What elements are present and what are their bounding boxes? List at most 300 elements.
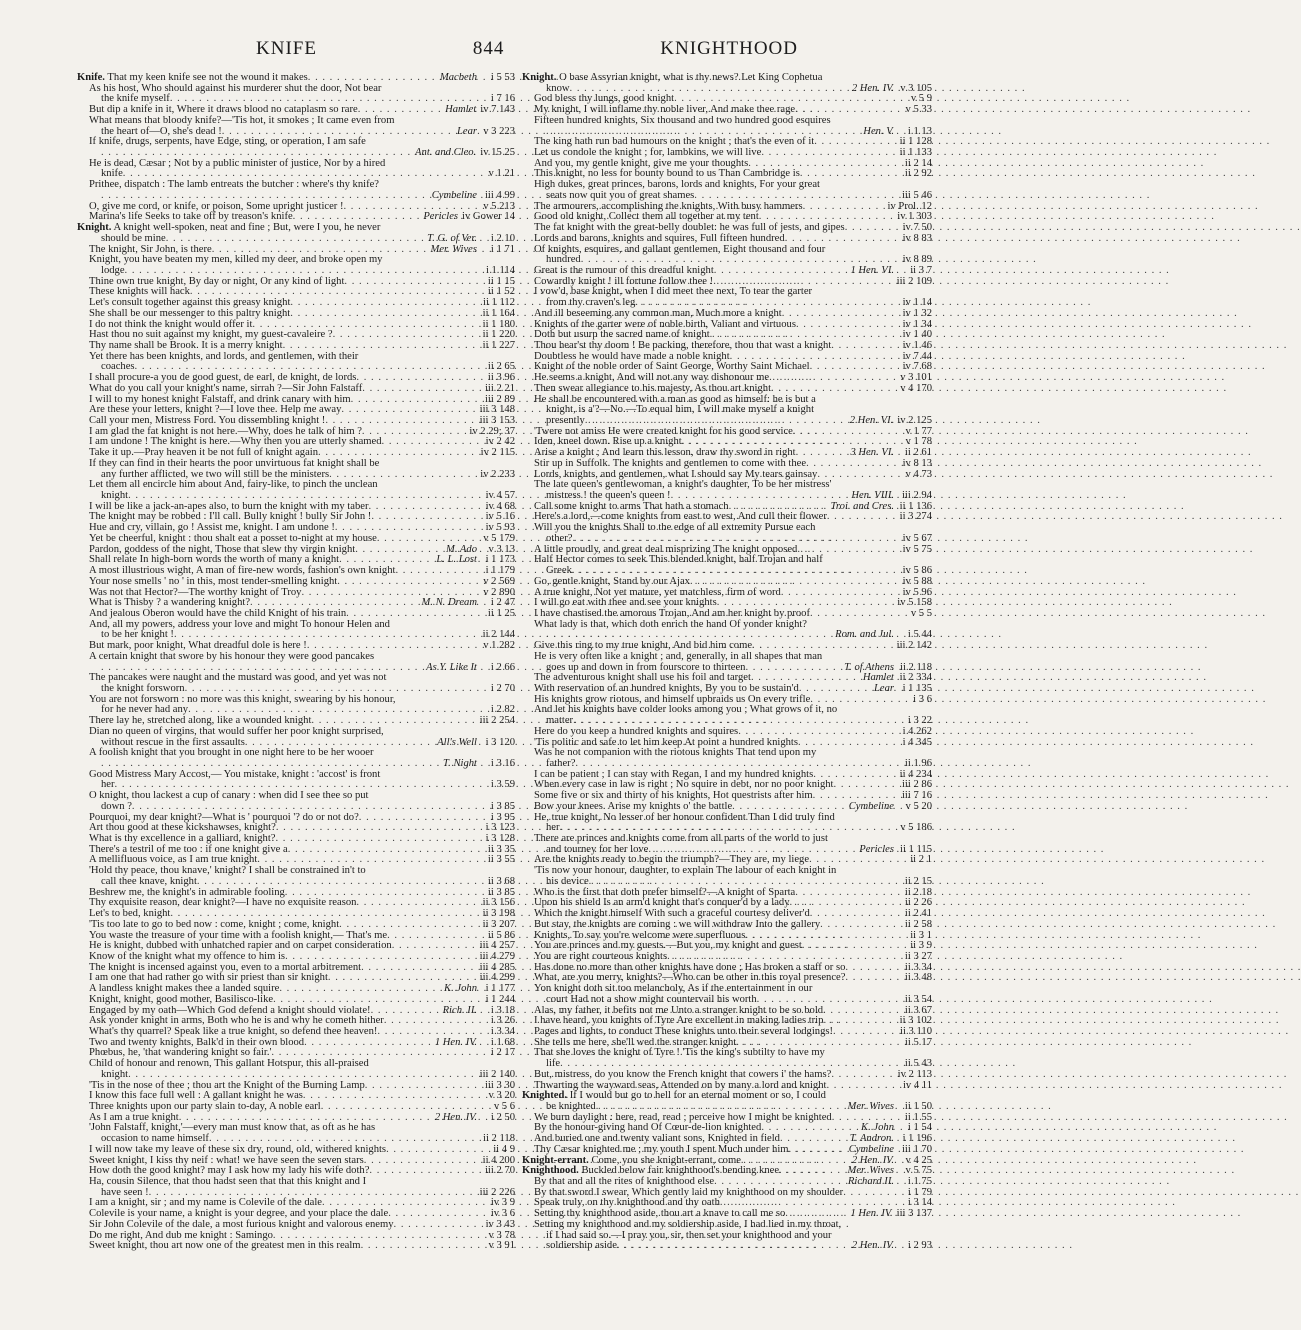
dot-leader [810,609,894,620]
act-scene-line: iv 7 143 [480,104,515,116]
concordance-entry [77,384,515,395]
quotation-text: down ? [101,800,132,812]
act-scene-line: ii 3 67 [904,1004,932,1016]
dot-leader [337,577,477,588]
act-scene-line: iv 8 13 [902,457,932,469]
quotation-text: Call some knight to arms That hath a stomach [534,500,729,512]
quotation-text: soldiership aside [546,1240,617,1252]
quotation-text: occasion to name himself [101,1133,209,1145]
act-scene-line: i 1 68 [490,1036,515,1048]
quotation-text: Great is the rumour of this dreadful knight [534,264,714,276]
act-scene-line: i 3 128 [485,833,515,845]
quotation-text: If they can find in their hearts the poor unvirtuous fat knight shall be [89,457,380,469]
act-scene-line: iii 4 285 [479,961,515,973]
quotation-text: Knighthood. Buckled below fair knighthood's bending knee [522,1165,780,1177]
act-scene-line: i 2 17 [490,1047,515,1059]
act-scene-line: ii 3 9 [910,940,932,952]
act-scene-line: ii 2 15 [904,875,932,887]
act-scene-line: ii 3 110 [900,1025,932,1037]
quotation-text: A foolish knight that you brought in one night here to be her wooer [89,747,374,759]
act-scene-line: ii 1 96 [904,758,932,769]
play-title: 3 Hen. VI. [850,447,894,459]
quotation-text: As his host, Who should against his murderer shut the door, Not bear [89,82,382,94]
quotation-text: What means that bloody knife?—'Tis hot, it smokes ; It came even from [89,114,395,126]
act-scene-line: ii 4 9 [493,1143,515,1155]
headword: Knife. [77,72,105,83]
quotation-text: knife [101,168,123,180]
quotation-text: Setting thy knighthood aside, thou art a knave to call me so [534,1208,786,1220]
act-scene-line: v 5 213 [483,200,515,212]
act-scene-line: iii 3 148 [479,404,515,416]
play-title: Pericles [423,211,459,223]
act-scene-line: iv Gower 14 [462,211,515,223]
act-scene-line: iv 8 89 [902,254,932,266]
act-scene-line: iii 1 70 [901,1143,932,1155]
quotation-text: knight [101,1068,129,1080]
header-right-keyword: KNIGHTHOOD [660,38,798,59]
quotation-text: Was he not companion with the riotous knights That tend upon my [534,747,817,759]
act-scene-line: ii 2 41 [904,908,932,920]
quotation-text: any further afflicted, we two will still be the ministers [101,468,330,480]
act-scene-line: i 2 66 [490,661,515,673]
act-scene-line: iii 2 70 [484,1165,515,1177]
act-scene-line: iii 4 257 [479,940,515,952]
play-title: Lear [456,125,477,137]
dot-leader [785,234,894,245]
quotation-text: without rescue in the first assaults [101,736,245,748]
quotation-text: Thy Cæsar knighted me ; my youth I spent Much under him [534,1143,789,1155]
act-scene-line: iv 2 42 [485,436,515,448]
quotation-text: Pourquoi, my dear knight?—What is ' pourquoi '? do or not do? [89,811,359,823]
headword: Knighthood. [522,1165,579,1177]
act-scene-line: ii 1 15 [487,275,515,287]
quotation-text: knight, is a'?—No.—To equal him, I will make myself a knight [546,404,815,416]
quotation-text: coaches [101,361,135,373]
act-scene-line: i 7 16 [490,93,515,105]
act-scene-line: i 1 196 [902,1133,932,1145]
quotation-text: As I am a true knight [89,1111,179,1123]
act-scene-line: ii 2 144 [482,629,515,641]
quotation-text: He is very often like a knight ; and, generally, in all shapes that man [534,650,823,662]
act-scene-line: v 5 6 [493,1101,515,1112]
quotation-text: Knight, you have beaten my men, killed my deer, and broke open my [89,254,383,266]
act-scene-line: i 2 50 [490,1111,515,1123]
quotation-text: That she loves the knight of Tyre ! 'Tis the king's subtilty to have my [534,1047,825,1059]
quotation-text: There are princes and knights come from all parts of the world to just [534,833,828,845]
act-scene-line: v 5 33 [905,104,932,116]
quotation-text: I am a knight, sir ; and my name is Colevile of the dale [89,1197,323,1209]
act-scene-line: ii 1 25 [487,607,515,619]
concordance-entry [522,1070,932,1081]
quotation-text: Phœbus, he, 'that wandering knight so fair.' [89,1047,272,1059]
act-scene-line: v 1 282 [483,640,515,652]
act-scene-line: iii 2 254 [479,715,515,727]
act-scene-line: i 4 345 [902,736,932,748]
quotation-text: And jealous Oberon would have the child Knight of his train [89,607,347,619]
act-scene-line: iii 2 142 [896,640,932,652]
quotation-text: the knight forsworn [101,682,185,694]
act-scene-line: ii 2 14 [904,157,932,169]
act-scene-line: ii 1 115 [900,843,932,855]
quotation-text: his device [546,875,589,887]
quotation-text: Two and twenty knights, Balk'd in their own blood [89,1036,305,1048]
act-scene-line: iv 5 96 [902,586,932,598]
act-scene-line: iv 1 40 [902,329,932,341]
act-scene-line: iii 5 46 [901,189,932,201]
act-scene-line: i 3 95 [490,811,515,823]
concordance-entry [522,116,932,127]
quotation-text: The knight, Sir John, is there [89,243,212,255]
dot-leader [369,1166,477,1177]
act-scene-line: iv 5 75 [902,543,932,555]
dot-leader [738,727,894,738]
quotation-text: I know this face full well : A gallant knight he was [89,1090,303,1102]
play-title: 2 Hen. IV. [851,1154,894,1166]
act-scene-line: v 1 21 [488,168,515,180]
quotation-text: Know of the knight what my offence to him is [89,950,286,962]
concordance-entry [77,727,515,738]
act-scene-line: i 3 16 [490,758,515,769]
act-scene-line: v 3 13 [488,543,515,555]
quotation-text: Are these your letters, knight ?—I love thee. Help me away [89,404,342,416]
quotation-text: Ask yonder knight in arms, Both who he is and why he cometh hither [89,1015,384,1027]
play-title: Mer. Wives [847,1165,894,1177]
act-scene-line: ii 3 55 [487,854,515,866]
act-scene-line: ii 3 85 [487,886,515,898]
quotation-text: Knights, To say you're welcome were superfluous [534,929,746,941]
play-title: Richard II. [847,1176,894,1188]
quotation-text: 'Tis in the nose of thee ; thou art the Knight of the Burning Lamp [89,1079,365,1091]
quotation-text: And ill beseeming any common man, Much more a knight [534,307,782,319]
act-scene-line: iv 3 43 [485,1218,515,1230]
act-scene-line: ii 3 1 [910,929,932,941]
concordance-entry [522,309,932,320]
quotation-text: I will be like a jack-an-apes also, to burn the knight with my taber [89,500,369,512]
dot-leader [339,920,477,931]
quotation-text: Your nose smells ' no ' in this, most tender-smelling knight [89,575,338,587]
quotation-text: How doth the good knight? may I ask how my lady his wife doth? [89,1165,370,1177]
quotation-text: Upon his shield Is an arm'd knight that's conquer'd by a lady [534,897,790,909]
act-scene-line: iv 4 57 [485,490,515,502]
quotation-text: should be mine [101,232,166,244]
act-scene-line: ii 3 96 [487,372,515,384]
quotation-text: Are the knights ready to begin the triumph?—They are, my liege [534,854,810,866]
act-scene-line: i 1 13 [907,125,932,137]
act-scene-line: ii 1 128 [899,136,932,148]
page-number: 844 [472,38,505,59]
quotation-text: Thwarting the wayward seas, Attended on by many a lord and knight [534,1079,827,1091]
quotation-text: The knight is incensed against you, even to a mortal arbitrement [89,961,362,973]
act-scene-line: ii 2 26 [904,897,932,909]
act-scene-line: ii 2 118 [900,661,932,673]
act-scene-line: i 1 173 [485,554,515,566]
quotation-text: Knight, knight, good mother, Basilisco-like [89,993,274,1005]
quotation-text: O, give me cord, or knife, or poison, Some upright justicer ! [89,200,344,212]
quotation-text: Will you the knights Shall to the edge of all extremity Pursue each [534,522,816,534]
entry-continuation [77,1070,515,1081]
headword: Knight. [522,72,557,83]
entry-continuation [77,234,515,245]
act-scene-line: ii 5 43 [904,1058,932,1070]
act-scene-line: iv 5 86 [902,565,932,577]
quotation-text: Yon knight doth sit too melancholy, As if the entertainment in our [534,983,813,995]
act-scene-line: iv 8 83 [902,232,932,244]
play-title: Ant. and Cleo. [415,147,477,159]
quotation-text: A landless knight makes thee a landed squire [89,983,280,995]
quotation-text: But, mistress, do you know the French knight that cowers i' the hams? [534,1068,832,1080]
act-scene-line: i 5 53 [490,72,515,83]
quotation-text: Then swear allegiance to his majesty, As thou art knight [534,382,772,394]
right-column [522,73,932,1252]
act-scene-line: ii 2 334 [899,672,932,684]
quotation-text: hundred [546,254,581,266]
dot-leader [789,1145,846,1156]
quotation-text: A most illustrious wight, A man of fire-new words, fashion's own knight [89,565,396,577]
quotation-text: Prithee, dispatch : The lamb entreats the butcher : where's thy knife? [89,179,380,191]
quotation-text: Arise a knight ; And learn this lesson, draw thy sword in right [534,447,796,459]
act-scene-line: iii 4 279 [479,950,515,962]
play-title: Mer. Wives [430,243,477,255]
act-scene-line: ii 3 207 [482,918,515,930]
quotation-text: Some five or six and thirty of his knights, Hot questrists after him [534,790,813,802]
act-scene-line: v 2 890 [483,586,515,598]
act-scene-line: i 1 177 [485,983,515,995]
concordance-entry [522,920,932,931]
quotation-text: Thy exquisite reason, dear knight?—I have no exquisite reason [89,897,357,909]
quotation-text: seats now quit you of great shames [546,189,695,201]
act-scene-line: ii 3 274 [899,511,932,523]
play-title: Mer. Wives [847,1101,894,1112]
quotation-text: Of knights, esquires, and gallant gentlemen, Eight thousand and four [534,243,826,255]
play-title: T. Andron. [849,1133,894,1145]
concordance-entry [77,920,515,931]
quotation-text: With reservation of an hundred knights, By you to be sustain'd [534,682,799,694]
concordance-entry [522,384,932,395]
quotation-text: Good Mistress Mary Accost,— You mistake, knight : 'accost' is front [89,768,381,780]
quotation-text: I will now take my leave of these six dry, round, old, withered knights [89,1143,387,1155]
play-title: As Y. Like It [426,661,477,673]
quotation-text: Which the knight himself With such a graceful courtesy deliver'd [534,908,810,920]
quotation-text: and tourney for her love [546,843,649,855]
quotation-text: goes up and down in from fourscore to thirteen [546,661,746,673]
act-scene-line: i 3 26 [490,1015,515,1027]
act-scene-line: ii 3 156 [482,897,515,909]
play-title: 1 Hen. IV. [850,1208,893,1220]
act-scene-line: v 5 186 [900,822,932,834]
act-scene-line: v 5 5 [910,607,932,619]
act-scene-line: ii 3 7 [910,264,932,276]
act-scene-line: iv 1 303 [897,211,932,223]
quotation-text: Was not that Hector?—The worthy knight of Troy [89,586,302,598]
quotation-text: The adventurous knight shall use his foil and target [534,672,751,684]
quotation-text: I have heard, you knights of Tyre Are excellent in making ladies trip [534,1015,824,1027]
quotation-text: He is knight, dubbed with unhatched rapier and on carpet consideration [89,940,392,952]
act-scene-line: iv 2 125 [897,415,932,426]
act-scene-line: i 3 120 [485,736,515,748]
quotation-text: Thou hear'st thy doom ! Be packing, therefore, thou that wast a knight [534,339,832,351]
dot-leader [820,920,894,931]
quotation-text: Lords, knights, and gentlemen, what I should say My tears gainsay [534,468,818,480]
quotation-text: Stir up in Suffolk. The knights and gentlemen to come with thee [534,457,807,469]
quotation-text: Pages and lights, to conduct These knights unto their several lodgings! [534,1025,834,1037]
quotation-text: I can be patient ; I can stay with Regan, I and my hundred knights [534,768,814,780]
act-scene-line: iv 2 233 [480,468,515,480]
quotation-text: You waste the treasure of your time with a foolish knight,— That's me [89,929,388,941]
quotation-text: Sweet knight, I kiss thy neif : what! we have seen the seven stars [89,1154,364,1166]
act-scene-line: ii 1 220 [482,329,515,341]
act-scene-line: iv 3 9 [490,1197,515,1209]
act-scene-line: v 5 75 [905,1165,932,1177]
act-scene-line: ii 3 54 [904,993,932,1005]
play-title: 2 Hen. IV. [851,82,894,94]
quotation-text: What is thy excellence in a galliard, knight? [89,833,276,845]
act-scene-line: i 1 54 [907,1122,932,1134]
act-scene-line: iv 7 44 [902,350,932,362]
dot-leader [166,234,424,245]
quotation-text: life [546,1058,561,1070]
act-scene-line: i 3 6 [913,693,932,705]
quotation-text: Speak truly, on thy knighthood and thy oath [534,1197,720,1209]
act-scene-line: iii 2 226 [479,1186,515,1198]
act-scene-line: iii 3 30 [484,1079,515,1091]
running-header [60,38,940,68]
act-scene-line: i 4 262 [902,725,932,737]
quotation-text: The armourers, accomplishing the knights, With busy hammers [534,200,803,212]
act-scene-line: ii 2 58 [904,918,932,930]
act-scene-line: i 3 22 [907,715,932,727]
quotation-text: He seems a knight, And will not any way dishonour me [534,372,770,384]
quotation-text: The knight may be robbed : I'll call. Bully knight ! bully Sir John ! [89,511,372,523]
act-scene-line: iii 2 21 [484,382,515,394]
act-scene-line: ii 1 52 [487,286,515,298]
play-title: T. of Athens [844,661,894,673]
dot-leader [617,1241,849,1252]
act-scene-line: v 3 101 [900,372,932,384]
quotation-text: But mark, poor knight, What dreadful dole is here ! [89,640,307,652]
quotation-text: father? [546,758,576,769]
quotation-text: I vow'd, base knight, when I did meet thee next, To tear the garter [534,286,813,298]
act-scene-line: iii 2 86 [901,779,932,791]
quotation-text: Shall relate In high-born words the worth of many a knight [89,554,340,566]
quotation-text: Let's consult together against this greasy knight [89,297,291,309]
quotation-text: Marina's life Seeks to take off by treason's knife [89,211,293,223]
act-scene-line: iii 2 94 [901,490,932,502]
dot-leader [827,512,894,523]
dot-leader [831,1070,893,1081]
concordance-entry [77,309,515,320]
quotation-text: The late queen's gentlewoman, a knight's daughter, To be her mistress' [534,479,832,491]
quotation-text: What's thy quarrel? Speak like a true knight, so defend thee heaven! [89,1025,378,1037]
quotation-text: Knife. That my keen knife see not the wound it makes [77,72,308,83]
act-scene-line: ii 2 118 [483,1133,515,1145]
quotation-text: I do not think the knight would offer it [89,318,253,330]
play-title: Hamlet [862,672,894,684]
quotation-text: A mellifluous voice, as I am true knight [89,854,258,866]
quotation-text: Ha, cousin Silence, that thou hadst seen that that this knight and I [89,1176,367,1188]
act-scene-line: iv 5 16 [485,511,515,523]
act-scene-line: ii 2 61 [904,447,932,459]
quotation-text: This knight, no less for bounty bound to us Than Cambridge is [534,168,800,180]
quotation-text: Hast thou no suit against my knight, my guest-cavaleire ? [89,329,333,341]
act-scene-line: i 2 82 [490,704,515,716]
quotation-text: Greek [546,565,572,577]
act-scene-line: v 4 25 [905,1154,932,1166]
act-scene-line: iii 3 137 [896,1208,932,1220]
quotation-text: I have chastised the amorous Trojan, And am her knight by proof [534,607,810,619]
play-title: All's Well [437,736,477,748]
dot-leader [826,1081,894,1092]
act-scene-line: iv 1 46 [902,339,932,351]
act-scene-line: ii 1 55 [904,1111,932,1123]
play-title: Hen. V. [863,125,894,137]
act-scene-line: v 3 20 [488,1090,515,1102]
quotation-text: Knight of the noble order of Saint George, Worthy Saint Michael [534,361,810,373]
left-column [77,73,515,1252]
quotation-text: her [101,779,115,791]
quotation-text: I will to my honest knight Falstaff, and drink canary with him [89,393,351,405]
quotation-text: 'Twere not amiss He were created knight for his good service [534,425,793,437]
quotation-text: Give this ring to my true knight, And bid him come [534,640,753,652]
act-scene-line: ii 3 198 [482,908,515,920]
quotation-text: Half Hector comes to seek This blended knight, half Trojan and half [534,554,823,566]
quotation-text: And buried one and twenty valiant sons, Knighted in field [534,1133,780,1145]
quotation-text: Yet there has been knights, and lords, and gentlemen, with their [89,350,359,362]
dot-leader [690,577,894,588]
quotation-text: Good old knight, Collect them all together at my tent [534,211,759,223]
quotation-text: to be her knight ! [101,629,174,641]
dot-leader [273,995,477,1006]
quotation-text: Knight-errant. Come, you she knight-errant, come [522,1154,741,1166]
act-scene-line: i 2 47 [490,597,515,609]
dot-leader [771,384,894,395]
quotation-text: Setting my knighthood and my soldiership aside, I had lied in my throat, [534,1218,842,1230]
quotation-text: 'John Falstaff, knight,'—every man must know that, as oft as he has [89,1122,376,1134]
quotation-text: Go, gentle knight, Stand by our Ajax [534,575,690,587]
quotation-text: Let us condole the knight ; for, lambkins, we will live [534,147,762,159]
act-scene-line: iv 5 158 [897,597,932,609]
dot-leader [132,802,477,813]
quotation-text: know [546,82,570,94]
quotation-text: 'Tis too late to go to bed now : come, knight ; come, knight [89,918,340,930]
concordance-entry [77,116,515,127]
act-scene-line: iv 3 6 [490,1208,515,1220]
quotation-text: What do you call your knight's name, sirrah ?—Sir John Falstaff [89,382,363,394]
act-scene-line: i 2 93 [907,1240,932,1252]
act-scene-line: ii 1 164 [482,307,515,319]
act-scene-line: iv 2 113 [897,1068,932,1080]
act-scene-line: iv 4 68 [485,500,515,512]
act-scene-line: ii 4 200 [482,1154,515,1166]
quotation-text: Sweet knight, thou art now one of the greatest men in this realm [89,1240,361,1252]
quotation-text: But dip a knife in it, Where it draws blood no cataplasm so rare [89,104,358,116]
quotation-text: His knights grow riotous, and himself upbraids us On every trifle [534,693,811,705]
act-scene-line: i 1 135 [902,682,932,694]
play-title: Macbeth [439,72,477,83]
quotation-text: There's a testril of me too : if one knight give a [89,843,288,855]
act-scene-line: ii 1 50 [904,1101,932,1112]
quotation-text: You are not forsworn : no more was this knight, swearing by his honour, [89,693,396,705]
play-title: Cymbeline [431,189,477,201]
quotation-text: And you, my gentle knight, give me your thoughts [534,157,749,169]
quotation-text: She tells me here, she'll wed the stranger knight [534,1036,737,1048]
concordance-entry [77,1145,515,1156]
act-scene-line: iv 1 14 [902,297,932,309]
play-title: Rich. II. [442,1004,477,1016]
act-scene-line: v 5 20 [905,800,932,812]
quotation-text: mistress ! the queen's queen ! [546,490,671,502]
act-scene-line: iv 7 50 [902,222,932,234]
concordance-entry [77,1241,515,1252]
